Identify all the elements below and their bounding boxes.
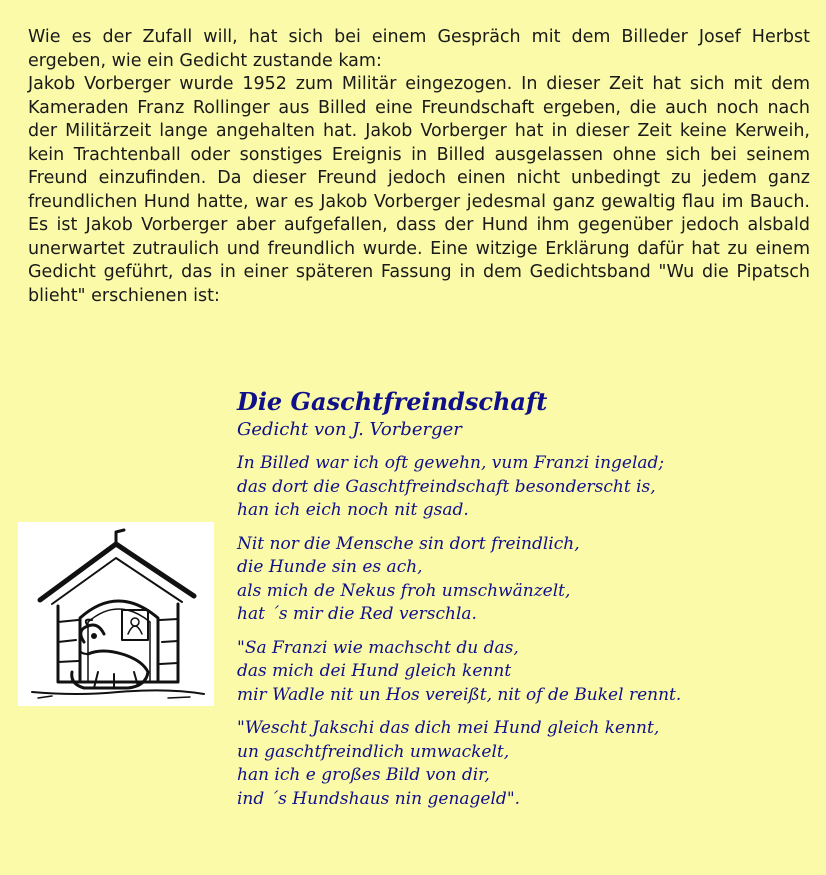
poem-author: Gedicht von J. Vorberger — [237, 419, 462, 440]
poem-title: Die Gaschtfreindschaft — [237, 387, 548, 416]
poem-line: han ich e großes Bild von dir, — [237, 765, 490, 785]
poem-line: das dort die Gaschtfreindschaft besonderscht is, — [237, 476, 656, 497]
intro-paragraph: Wie es der Zufall will, hat sich bei einem Gespräch mit dem Billeder Josef Herbst ergeben, wie ein Gedicht zustande kam: — [28, 27, 810, 71]
poem-line: ind ´s Hundshaus nin genageld". — [237, 788, 521, 809]
poem-stanza — [237, 452, 822, 523]
poem-stanza — [237, 717, 822, 811]
poem-line: Nit nor die Mensche sin dort freindlich, — [237, 533, 580, 554]
poem-line: un gaschtfreindlich umwackelt, — [237, 741, 510, 762]
poem-line: das mich dei Hund gleich kennt — [237, 661, 512, 681]
poem-line: als mich de Nekus froh umschwänzelt, — [237, 580, 571, 601]
intro-text — [28, 26, 810, 308]
poem-line: In Billed war ich oft gewehn, vum Franzi ingelad; — [237, 453, 665, 473]
poem-line: "Sa Franzi wie machscht du das, — [237, 637, 519, 658]
dog-in-doghouse-icon — [18, 522, 214, 706]
poem-line: han ich eich noch nit gsad. — [237, 500, 469, 520]
poem-line: "Wescht Jakschi das dich mei Hund gleich kennt, — [237, 718, 660, 738]
poem-stanza — [237, 533, 822, 627]
doghouse-illustration — [18, 522, 214, 706]
poem — [237, 386, 822, 821]
poem-stanza — [237, 637, 822, 708]
poem-line: die Hunde sin es ach, — [237, 557, 423, 577]
intro-paragraph: Jakob Vorberger wurde 1952 zum Militär eingezogen. In dieser Zeit hat sich mit dem Kameraden Franz Rollinger aus Billed eine Freundschaft ergeben, die auch noch nach der Militärzeit lange angehalten hat. Jakob Vorberger hat in dieser Zeit keine Kerweih, kein Trachtenball oder sonstiges Ereignis in Billed ausgelassen ohne sich bei seinem Freund einzufinden. Da dieser Freund jedoch einen nicht unbedingt zu jedem ganz freundlichen Hund hatte, war es Jakob Vorberger jedesmal ganz gewaltig flau im Bauch. Es ist Jakob Vorberger aber aufgefallen, dass der Hund ihm gegenüber jedoch alsbald unerwartet zutraulich und freundlich wurde. Eine witzige Erklärung dafür hat zu einem Gedicht geführt, das in einer späteren Fassung in dem Gedichtsband "Wu die Pipatsch blieht" erschienen ist: — [28, 74, 810, 306]
poem-line: hat ´s mir die Red verschla. — [237, 604, 477, 624]
poem-line: mir Wadle nit un Hos vereißt, nit of de Bukel rennt. — [237, 684, 682, 705]
